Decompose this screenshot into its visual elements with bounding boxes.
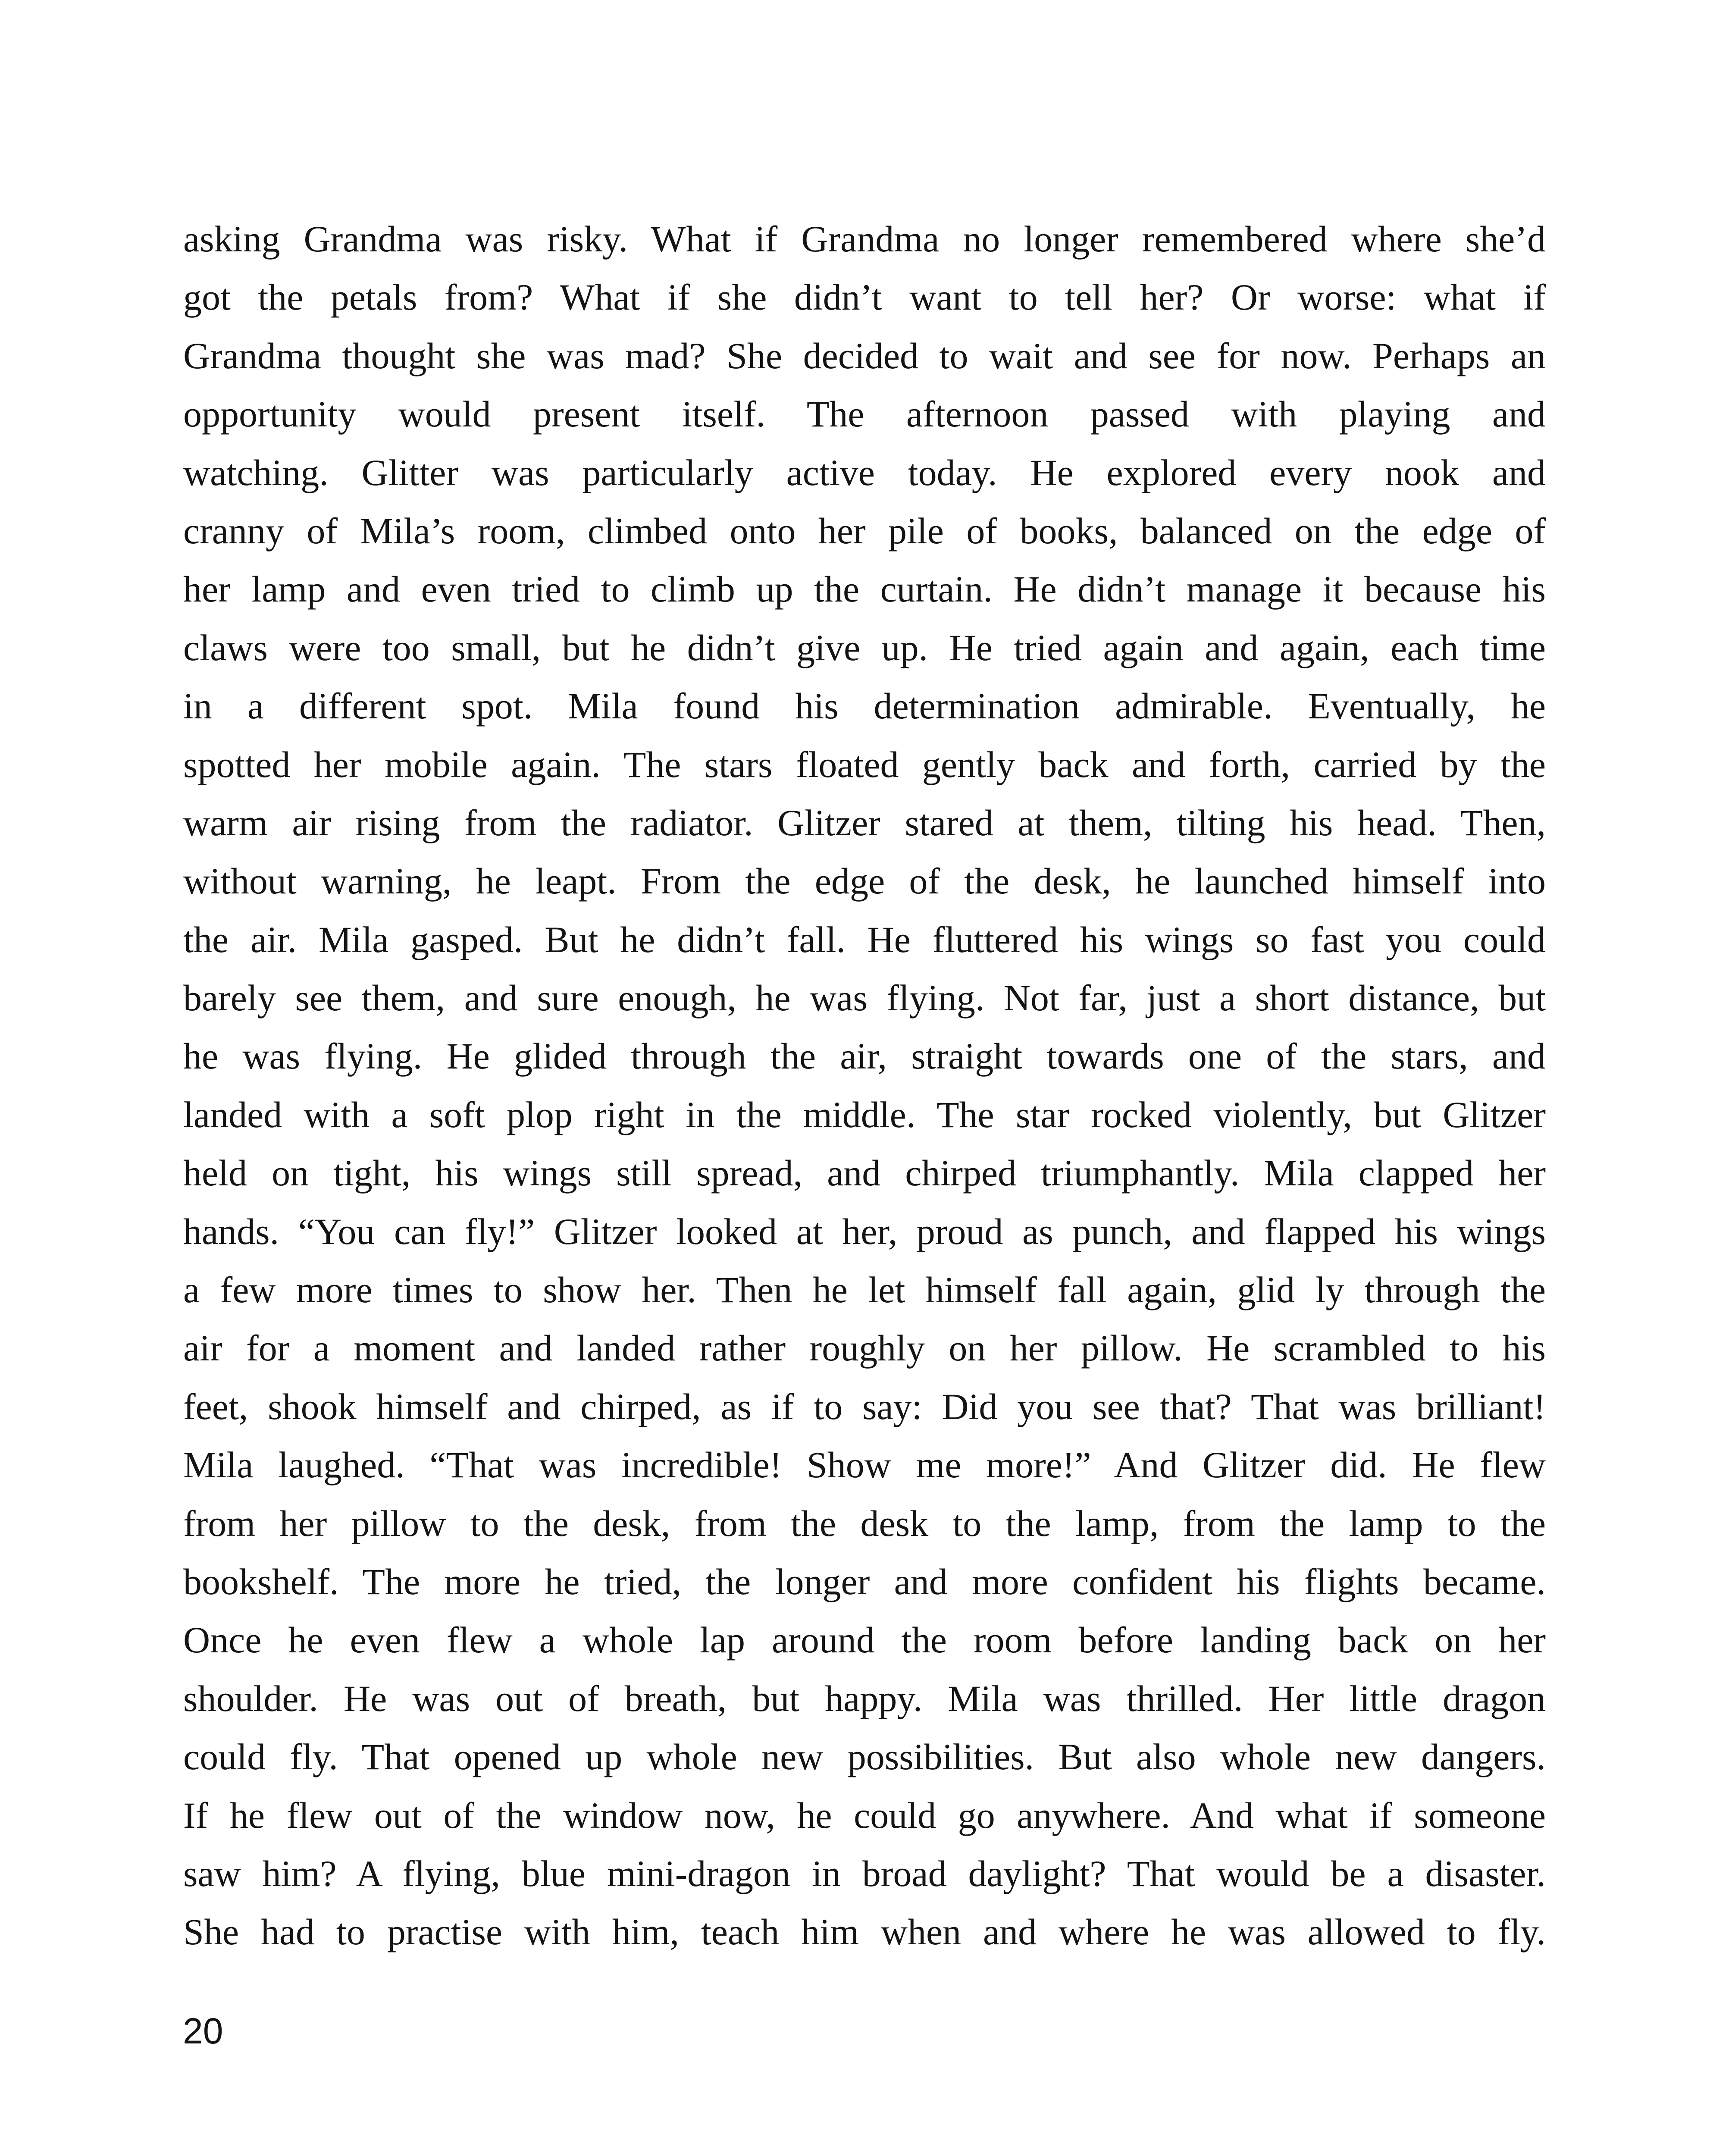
text-line: feet, shook himself and chirped, as if to say: Did you see that? That was brilliant! [183, 1385, 1546, 1427]
text-line: watching. Glitter was particularly active today. He explored every nook and [183, 451, 1546, 493]
text-line: the air. Mila gasped. But he didn’t fall. He fluttered his wings so fast you could [183, 918, 1546, 960]
text-line: he was flying. He glided through the air, straight towards one of the stars, and [183, 1035, 1546, 1077]
text-line: shoulder. He was out of breath, but happy. Mila was thrilled. Her little dragon [183, 1677, 1546, 1719]
text-line: Grandma thought she was mad? She decided to wait and see for now. Perhaps an [183, 335, 1546, 376]
text-line: bookshelf. The more he tried, the longer and more confident his flights became. [183, 1561, 1546, 1602]
text-line: claws were too small, but he didn’t give up. He tried again and again, each time [183, 627, 1546, 668]
text-line: cranny of Mila’s room, climbed onto her pile of books, balanced on the edge of [183, 510, 1546, 552]
text-line: saw him? A flying, blue mini-dragon in broad daylight? That would be a disaster. [183, 1852, 1546, 1894]
text-line: spotted her mobile again. The stars floated gently back and forth, carried by the [183, 743, 1546, 785]
text-line: landed with a soft plop right in the middle. The star rocked violently, but Glitzer [183, 1094, 1546, 1135]
text-line: air for a moment and landed rather roughly on her pillow. He scrambled to his [183, 1327, 1546, 1369]
text-line: without warning, he leapt. From the edge of the desk, he launched himself into [183, 860, 1546, 902]
text-line: got the petals from? What if she didn’t want to tell her? Or worse: what if [183, 276, 1546, 318]
text-line: If he flew out of the window now, he could go anywhere. And what if someone [183, 1794, 1546, 1836]
text-line: her lamp and even tried to climb up the curtain. He didn’t manage it because his [183, 568, 1546, 610]
text-line: held on tight, his wings still spread, and chirped triumphantly. Mila clapped her [183, 1152, 1546, 1194]
text-line: She had to practise with him, teach him when and where he was allowed to fly. [183, 1911, 1546, 1953]
text-line: Once he even flew a whole lap around the room before landing back on her [183, 1619, 1546, 1661]
body-paragraph [183, 210, 1546, 1962]
text-line: from her pillow to the desk, from the desk to the lamp, from the lamp to the [183, 1502, 1546, 1544]
text-line: in a different spot. Mila found his determination admirable. Eventually, he [183, 685, 1546, 727]
text-line: asking Grandma was risky. What if Grandma no longer remembered where she’d [183, 218, 1546, 260]
text-line: a few more times to show her. Then he let himself fall again, glid ly through the [183, 1269, 1546, 1311]
text-line: could fly. That opened up whole new possibilities. But also whole new dangers. [183, 1736, 1546, 1778]
text-line: barely see them, and sure enough, he was flying. Not far, just a short distance, but [183, 977, 1546, 1019]
text-line: Mila laughed. “That was incredible! Show me more!” And Glitzer did. He flew [183, 1444, 1546, 1486]
text-line: hands. “You can fly!” Glitzer looked at her, proud as punch, and flapped his wings [183, 1210, 1546, 1252]
text-line: warm air rising from the radiator. Glitzer stared at them, tilting his head. Then, [183, 802, 1546, 843]
page-number: 20 [183, 2011, 223, 2051]
text-line: opportunity would present itself. The afternoon passed with playing and [183, 393, 1546, 435]
